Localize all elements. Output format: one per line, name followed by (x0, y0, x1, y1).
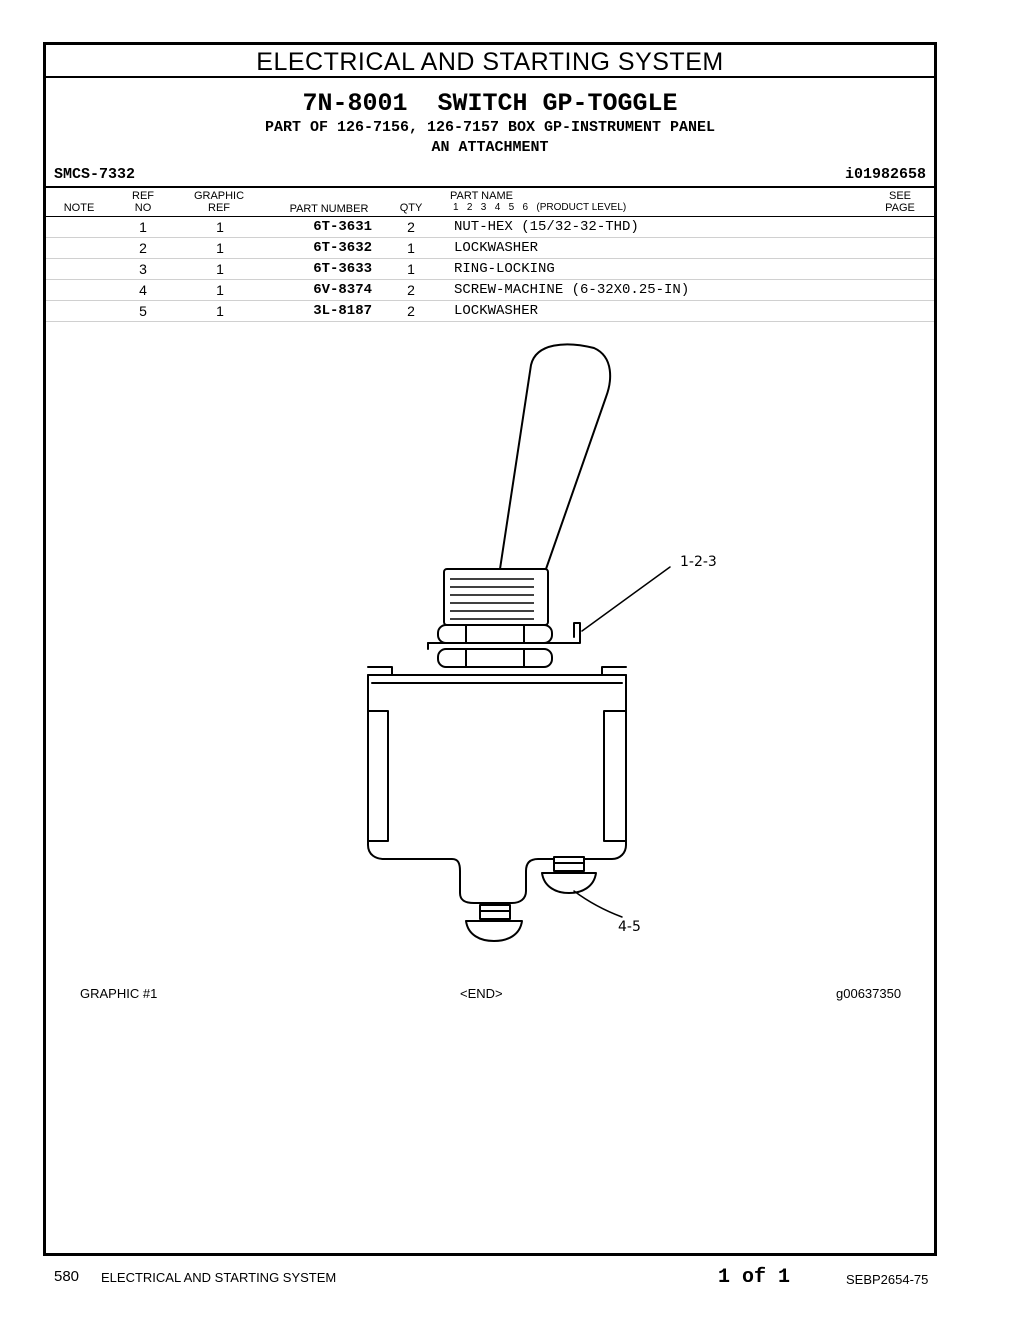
part-name: RING-LOCKING (454, 261, 555, 277)
col-ref-no-top: REF (132, 190, 154, 202)
col-product-levels: 1 2 3 4 5 6 (PRODUCT LEVEL) (453, 202, 627, 213)
callout-4-5: 4-5 (618, 919, 641, 935)
col-see-page-top: SEE (888, 190, 911, 202)
part-number[interactable]: 6T-3633 (313, 261, 372, 277)
switch-body (368, 675, 626, 903)
graphic-ref: 1 (216, 240, 224, 256)
col-graphic-ref-bottom: REF (208, 202, 230, 214)
toggle-switch-drawing (46, 45, 934, 1253)
right-terminal (604, 711, 626, 841)
part-name: LOCKWASHER (454, 303, 539, 319)
ref-no: 1 (139, 219, 147, 235)
col-graphic-ref-top: GRAPHIC (193, 190, 245, 202)
page-frame (43, 42, 937, 1256)
threaded-bushing (444, 569, 548, 625)
col-note: NOTE (63, 202, 95, 214)
graphic-ref: 1 (216, 282, 224, 298)
ref-no: 3 (139, 261, 147, 277)
col-qty: QTY (399, 202, 423, 214)
graphic-id: g00637350 (836, 986, 902, 1001)
part-number[interactable]: 6V-8374 (313, 282, 372, 298)
callout-1-2-3: 1-2-3 (680, 554, 717, 570)
col-part-number: PART NUMBER (289, 203, 369, 215)
col-ref-no-bottom: NO (134, 202, 152, 214)
part-name: LOCKWASHER (454, 240, 539, 256)
graphic-ref: 1 (216, 219, 224, 235)
graphic-ref: 1 (216, 303, 224, 319)
leader-1-2-3 (582, 567, 670, 631)
part-number[interactable]: 6T-3632 (313, 240, 372, 256)
quantity: 2 (407, 282, 415, 298)
col-part-name: PART NAME (450, 190, 513, 202)
graphic-ref: 1 (216, 261, 224, 277)
part-name: SCREW-MACHINE (6-32X0.25-IN) (454, 282, 690, 298)
ref-no: 4 (139, 282, 147, 298)
section-title: ELECTRICAL AND STARTING SYSTEM (46, 45, 934, 78)
screw-head-bottom (466, 921, 522, 941)
footer-section: ELECTRICAL AND STARTING SYSTEM (101, 1270, 337, 1285)
document-number: SEBP2654-75 (846, 1272, 929, 1287)
page-number: 580 (54, 1268, 80, 1285)
leader-4-5 (574, 891, 622, 917)
quantity: 1 (407, 240, 415, 256)
document-ident: i01982658 (844, 166, 926, 183)
end-marker: <END> (460, 986, 503, 1001)
hex-nut-lower (438, 649, 552, 667)
quantity: 2 (407, 303, 415, 319)
page-of: 1 of 1 (718, 1266, 791, 1289)
part-name: NUT-HEX (15/32-32-THD) (454, 219, 639, 235)
hex-nut-upper (438, 625, 552, 643)
ref-no: 5 (139, 303, 147, 319)
part-number[interactable]: 3L-8187 (313, 303, 372, 319)
smcs-code: SMCS-7332 (54, 166, 136, 183)
quantity: 1 (407, 261, 415, 277)
part-number[interactable]: 6T-3631 (313, 219, 372, 235)
col-see-page-bottom: PAGE (885, 202, 915, 214)
toggle-lever (500, 344, 610, 569)
attachment-line: AN ATTACHMENT (431, 139, 549, 156)
screw-head-right (542, 873, 596, 893)
left-terminal (368, 711, 388, 841)
group-title: 7N-8001 SWITCH GP-TOGGLE (302, 89, 678, 118)
graphic-number: GRAPHIC #1 (80, 986, 158, 1001)
part-of-line: PART OF 126-7156, 126-7157 BOX GP-INSTRUMENT PANEL (264, 119, 716, 136)
quantity: 2 (407, 219, 415, 235)
ref-no: 2 (139, 240, 147, 256)
